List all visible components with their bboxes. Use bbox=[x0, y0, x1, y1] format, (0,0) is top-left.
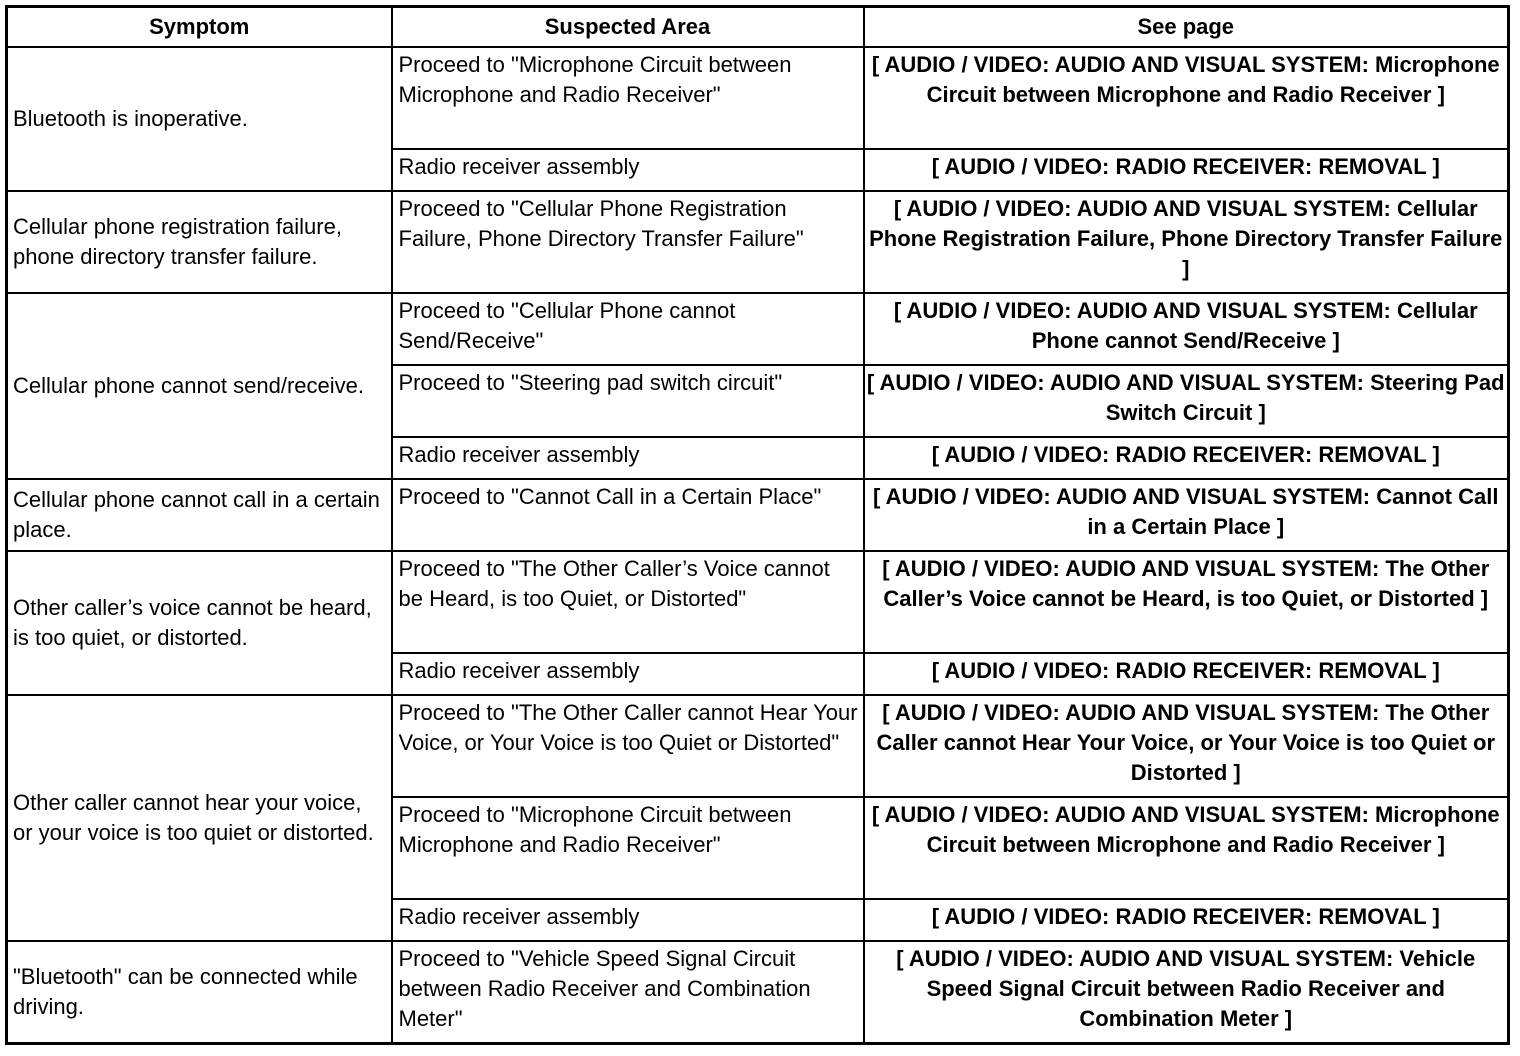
suspected-area-cell: Proceed to "Cannot Call in a Certain Place" bbox=[392, 479, 864, 551]
see-page-link[interactable]: [ AUDIO / VIDEO: AUDIO AND VISUAL SYSTEM: Microphone Circuit between Microphone and Radio Receiver ] bbox=[864, 47, 1509, 149]
suspected-area-cell: Proceed to "The Other Caller’s Voice cannot be Heard, is too Quiet, or Distorted" bbox=[392, 551, 864, 653]
header-see-page: See page bbox=[864, 7, 1509, 48]
suspected-area-cell: Proceed to "Steering pad switch circuit" bbox=[392, 365, 864, 437]
symptom-cell: Bluetooth is inoperative. bbox=[7, 47, 392, 191]
suspected-area-cell: Radio receiver assembly bbox=[392, 437, 864, 479]
see-page-link[interactable]: [ AUDIO / VIDEO: AUDIO AND VISUAL SYSTEM: Steering Pad Switch Circuit ] bbox=[864, 365, 1509, 437]
table-row bbox=[7, 941, 1509, 1043]
suspected-area-cell: Radio receiver assembly bbox=[392, 149, 864, 191]
suspected-area-cell: Proceed to "Cellular Phone Registration Failure, Phone Directory Transfer Failure" bbox=[392, 191, 864, 293]
header-row bbox=[7, 7, 1509, 48]
see-page-link[interactable]: [ AUDIO / VIDEO: AUDIO AND VISUAL SYSTEM: Vehicle Speed Signal Circuit between Radio Receiver and Combination Meter ] bbox=[864, 941, 1509, 1043]
see-page-link[interactable]: [ AUDIO / VIDEO: RADIO RECEIVER: REMOVAL ] bbox=[864, 899, 1509, 941]
suspected-area-cell: Radio receiver assembly bbox=[392, 899, 864, 941]
table-row bbox=[7, 191, 1509, 293]
table-row bbox=[7, 47, 1509, 149]
troubleshooting-table bbox=[5, 5, 1510, 1045]
suspected-area-cell: Radio receiver assembly bbox=[392, 653, 864, 695]
see-page-link[interactable]: [ AUDIO / VIDEO: AUDIO AND VISUAL SYSTEM: Cellular Phone Registration Failure, Phone Directory Transfer Failure ] bbox=[864, 191, 1509, 293]
see-page-link[interactable]: [ AUDIO / VIDEO: AUDIO AND VISUAL SYSTEM: Cellular Phone cannot Send/Receive ] bbox=[864, 293, 1509, 365]
table-row bbox=[7, 695, 1509, 797]
see-page-link[interactable]: [ AUDIO / VIDEO: AUDIO AND VISUAL SYSTEM: Microphone Circuit between Microphone and Radio Receiver ] bbox=[864, 797, 1509, 899]
symptom-cell: Other caller’s voice cannot be heard, is too quiet, or distorted. bbox=[7, 551, 392, 695]
symptom-cell: Cellular phone cannot send/receive. bbox=[7, 293, 392, 479]
see-page-link[interactable]: [ AUDIO / VIDEO: RADIO RECEIVER: REMOVAL ] bbox=[864, 437, 1509, 479]
see-page-link[interactable]: [ AUDIO / VIDEO: AUDIO AND VISUAL SYSTEM: The Other Caller cannot Hear Your Voice, or Your Voice is too Quiet or Distorted ] bbox=[864, 695, 1509, 797]
header-symptom: Symptom bbox=[7, 7, 392, 48]
suspected-area-cell: Proceed to "Cellular Phone cannot Send/Receive" bbox=[392, 293, 864, 365]
table-row bbox=[7, 293, 1509, 365]
see-page-link[interactable]: [ AUDIO / VIDEO: RADIO RECEIVER: REMOVAL ] bbox=[864, 653, 1509, 695]
symptom-cell: Cellular phone registration failure, phone directory transfer failure. bbox=[7, 191, 392, 293]
see-page-link[interactable]: [ AUDIO / VIDEO: AUDIO AND VISUAL SYSTEM: Cannot Call in a Certain Place ] bbox=[864, 479, 1509, 551]
see-page-link[interactable]: [ AUDIO / VIDEO: RADIO RECEIVER: REMOVAL ] bbox=[864, 149, 1509, 191]
suspected-area-cell: Proceed to "Microphone Circuit between Microphone and Radio Receiver" bbox=[392, 797, 864, 899]
see-page-link[interactable]: [ AUDIO / VIDEO: AUDIO AND VISUAL SYSTEM: The Other Caller’s Voice cannot be Heard, is too Quiet, or Distorted ] bbox=[864, 551, 1509, 653]
suspected-area-cell: Proceed to "Microphone Circuit between Microphone and Radio Receiver" bbox=[392, 47, 864, 149]
header-suspected-area: Suspected Area bbox=[392, 7, 864, 48]
suspected-area-cell: Proceed to "Vehicle Speed Signal Circuit between Radio Receiver and Combination Meter" bbox=[392, 941, 864, 1043]
symptom-cell: Other caller cannot hear your voice, or your voice is too quiet or distorted. bbox=[7, 695, 392, 941]
table-row bbox=[7, 551, 1509, 653]
troubleshooting-table-wrapper bbox=[5, 5, 1510, 1045]
symptom-cell: "Bluetooth" can be connected while driving. bbox=[7, 941, 392, 1043]
symptom-cell: Cellular phone cannot call in a certain place. bbox=[7, 479, 392, 551]
table-row bbox=[7, 479, 1509, 551]
suspected-area-cell: Proceed to "The Other Caller cannot Hear Your Voice, or Your Voice is too Quiet or Distorted" bbox=[392, 695, 864, 797]
